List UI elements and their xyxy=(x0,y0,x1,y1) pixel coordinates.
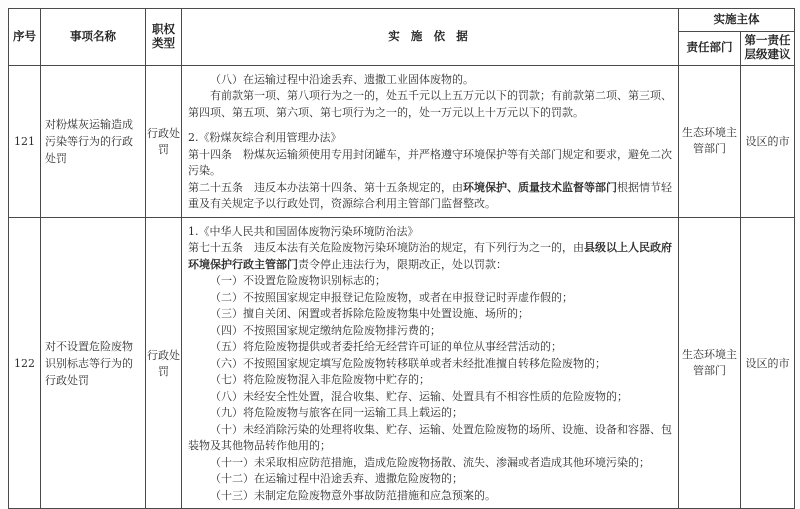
header-serial: 序号 xyxy=(9,9,41,66)
basis-paragraph: 第十四条 粉煤灰运输须使用专用封闭罐车，并严格遵守环境保护等有关部门规定和要求，避免二次污染。 xyxy=(188,147,672,178)
penalty-items-table xyxy=(8,8,795,509)
serial-cell: 121 xyxy=(9,65,41,217)
basis-paragraph: （五）将危险废物提供或者委托给无经营许可证的单位从事经营活动的； xyxy=(210,340,562,354)
basis-paragraph: （十）未经消除污染的处理将收集、贮存、运输、处置危险废物的场所、设施、设备和容器、包装物及其他物品转作他用的； xyxy=(188,422,672,453)
basis-paragraph: 有前款第一项、第八项行为之一的，处五千元以上五万元以下的罚款；有前款第二项、第三项、第四项、第五项、第六项、第七项行为之一的，处一万元以上十万元以下的罚款。 xyxy=(188,89,672,119)
basis-cell xyxy=(182,65,679,217)
basis-paragraph: （二）不按照国家规定申报登记危险废物，或者在申报登记时弄虚作假的； xyxy=(210,290,573,304)
header-row-top xyxy=(9,9,795,32)
basis-paragraph: （三）擅自关闭、闲置或者拆除危险废物集中处置设施、场所的； xyxy=(210,307,529,321)
basis-paragraph: （十一）未采取相应防范措施，造成危险废物扬散、流失、渗漏或者造成其他环境污染的； xyxy=(210,455,650,469)
table-row-122 xyxy=(9,217,795,509)
power-type-cell: 行政处罚 xyxy=(146,65,182,217)
header-power-type: 职权类型 xyxy=(146,9,182,66)
basis-paragraph: （六）不按照国家规定填写危险废物转移联单或者未经批准擅自转移危险废物的； xyxy=(210,356,606,370)
item-name-cell: 对不设置危险废物识别标志等行为的行政处罚 xyxy=(41,217,146,509)
basis-paragraph: （九）将危险废物与旅客在同一运输工具上载运的； xyxy=(210,406,463,420)
department-cell: 生态环境主管部门 xyxy=(679,65,741,217)
item-name-cell: 对粉煤灰运输造成污染等行为的行政处罚 xyxy=(41,65,146,217)
basis-paragraph: （十三）未制定危险废物意外事故防范措施和应急预案的。 xyxy=(210,488,496,502)
basis-paragraph: （七）将危险废物混入非危险废物中贮存的； xyxy=(210,373,430,387)
serial-cell: 122 xyxy=(9,217,41,509)
header-basis: 实 施 依 据 xyxy=(182,9,679,66)
header-subject: 实施主体 xyxy=(679,9,795,32)
basis-paragraph: 第七十五条 违反本法有关危险废物污染环境防治的规定，有下列行为之一的，由县级以上人民政府环境保护行政主管部门责令停止违法行为，限期改正，处以罚款： xyxy=(188,241,672,271)
basis-paragraph: （一）不设置危险废物识别标志的； xyxy=(210,274,386,288)
power-type-cell: 行政处罚 xyxy=(146,217,182,509)
basis-paragraph: 第二十五条 违反本办法第十四条、第十五条规定的，由环境保护、质量技术监督等部门根据情节轻重及有关规定予以行政处罚，资源综合利用主管部门监督整改。 xyxy=(188,180,672,211)
basis-paragraph: （十二）在运输过程中沿途丢弃、遗撒危险废物的； xyxy=(210,472,463,486)
basis-paragraph: 2.《粉煤灰综合利用管理办法》 xyxy=(188,131,342,145)
basis-paragraph: （八）在运输过程中沿途丢弃、遗撒工业固体废物的。 xyxy=(210,72,474,86)
basis-paragraph: （四）不按照国家规定缴纳危险废物排污费的； xyxy=(210,323,441,337)
header-item-name: 事项名称 xyxy=(41,9,146,66)
basis-paragraph: 1.《中华人民共和国固体废物污染环境防治法》 xyxy=(188,224,419,238)
department-cell: 生态环境主管部门 xyxy=(679,217,741,509)
header-level: 第一责任层级建议 xyxy=(741,32,795,66)
header-department: 责任部门 xyxy=(679,32,741,66)
level-cell: 设区的市 xyxy=(741,65,795,217)
basis-cell xyxy=(182,217,679,509)
table-row-121 xyxy=(9,65,795,217)
basis-paragraph: （八）未经安全性处置，混合收集、贮存、运输、处置具有不相容性质的危险废物的； xyxy=(210,389,628,403)
level-cell: 设区的市 xyxy=(741,217,795,509)
